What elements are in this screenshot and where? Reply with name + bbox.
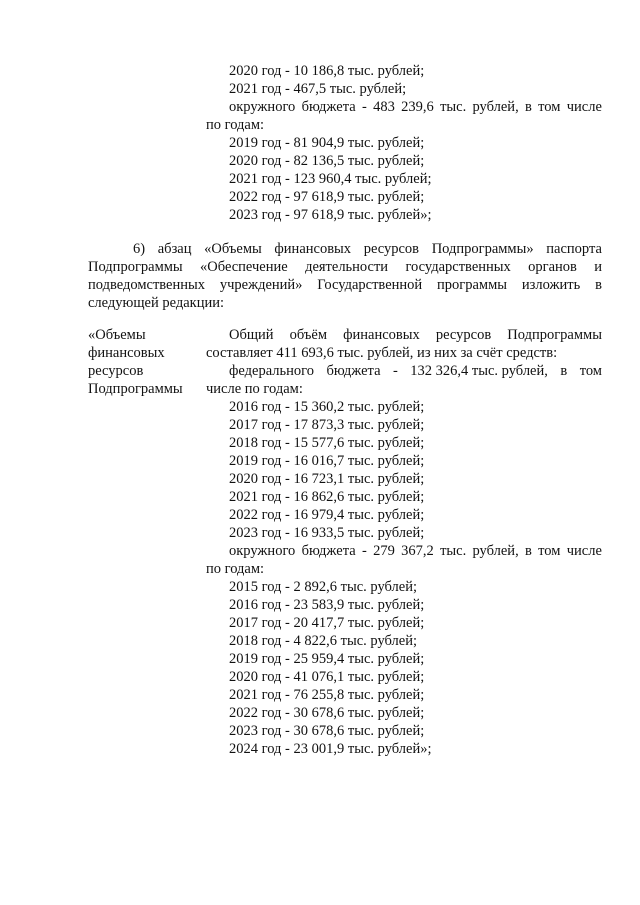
b2-intro-cont: составляет 411 693,6 тыс. рублей, из них за счёт средств: [206,345,558,361]
b1-po-godam: по годам: [206,117,265,133]
b1-okr-line: окружного бюджета - 483 239,6 тыс. рублей, в том числе [229,99,602,115]
b1-line-2020: 2020 год - 10 186,8 тыс. рублей; [229,63,425,79]
b2-okr-2021: 2021 год - 76 255,8 тыс. рублей; [229,687,425,703]
b2-fed-2020: 2020 год - 16 723,1 тыс. рублей; [229,471,425,487]
b2-okr-line: окружного бюджета - 279 367,2 тыс. рублей, в том числе [229,543,602,559]
b2-label-2: финансовых [88,345,165,361]
b2-okr-2022: 2022 год - 30 678,6 тыс. рублей; [229,705,425,721]
b2-okr-2024: 2024 год - 23 001,9 тыс. рублей»; [229,741,432,757]
b2-okr-2020: 2020 год - 41 076,1 тыс. рублей; [229,669,425,685]
b2-okr-2016: 2016 год - 23 583,9 тыс. рублей; [229,597,425,613]
b2-fed-2017: 2017 год - 17 873,3 тыс. рублей; [229,417,425,433]
b2-okr-2017: 2017 год - 20 417,7 тыс. рублей; [229,615,425,631]
b2-fed-2023: 2023 год - 16 933,5 тыс. рублей; [229,525,425,541]
b2-fed-line: федерального бюджета - 132 326,4 тыс. рублей, в том [229,363,602,379]
b1-year-2020: 2020 год - 82 136,5 тыс. рублей; [229,153,425,169]
b2-fed-2021: 2021 год - 16 862,6 тыс. рублей; [229,489,425,505]
b1-year-2022: 2022 год - 97 618,9 тыс. рублей; [229,189,425,205]
b2-okr-2023: 2023 год - 30 678,6 тыс. рублей; [229,723,425,739]
b2-fed-2022: 2022 год - 16 979,4 тыс. рублей; [229,507,425,523]
b2-okr-2015: 2015 год - 2 892,6 тыс. рублей; [229,579,417,595]
b2-fed-cont: числе по годам: [206,381,303,397]
b2-fed-2018: 2018 год - 15 577,6 тыс. рублей; [229,435,425,451]
p6-line-2: Подпрограммы «Обеспечение деятельности государственных органов и [88,259,602,275]
b1-year-2023: 2023 год - 97 618,9 тыс. рублей»; [229,207,432,223]
b2-label-3: ресурсов [88,363,144,379]
p6-line-1: 6) абзац «Объемы финансовых ресурсов Подпрограммы» паспорта [133,241,602,257]
b2-fed-2016: 2016 год - 15 360,2 тыс. рублей; [229,399,425,415]
b2-okr-2018: 2018 год - 4 822,6 тыс. рублей; [229,633,417,649]
b2-label-4: Подпрограммы [88,381,183,397]
p6-line-3: подведомственных учреждений» Государственной программы изложить в [88,277,602,293]
b2-label-1: «Объемы [88,327,146,343]
b1-year-2021: 2021 год - 123 960,4 тыс. рублей; [229,171,432,187]
b2-intro-line: Общий объём финансовых ресурсов Подпрограммы [229,327,602,343]
b2-okr-2019: 2019 год - 25 959,4 тыс. рублей; [229,651,425,667]
b2-po-godam: по годам: [206,561,265,577]
b1-year-2019: 2019 год - 81 904,9 тыс. рублей; [229,135,425,151]
b1-line-2021: 2021 год - 467,5 тыс. рублей; [229,81,407,97]
b2-fed-2019: 2019 год - 16 016,7 тыс. рублей; [229,453,425,469]
p6-line-4: следующей редакции: [88,295,225,311]
